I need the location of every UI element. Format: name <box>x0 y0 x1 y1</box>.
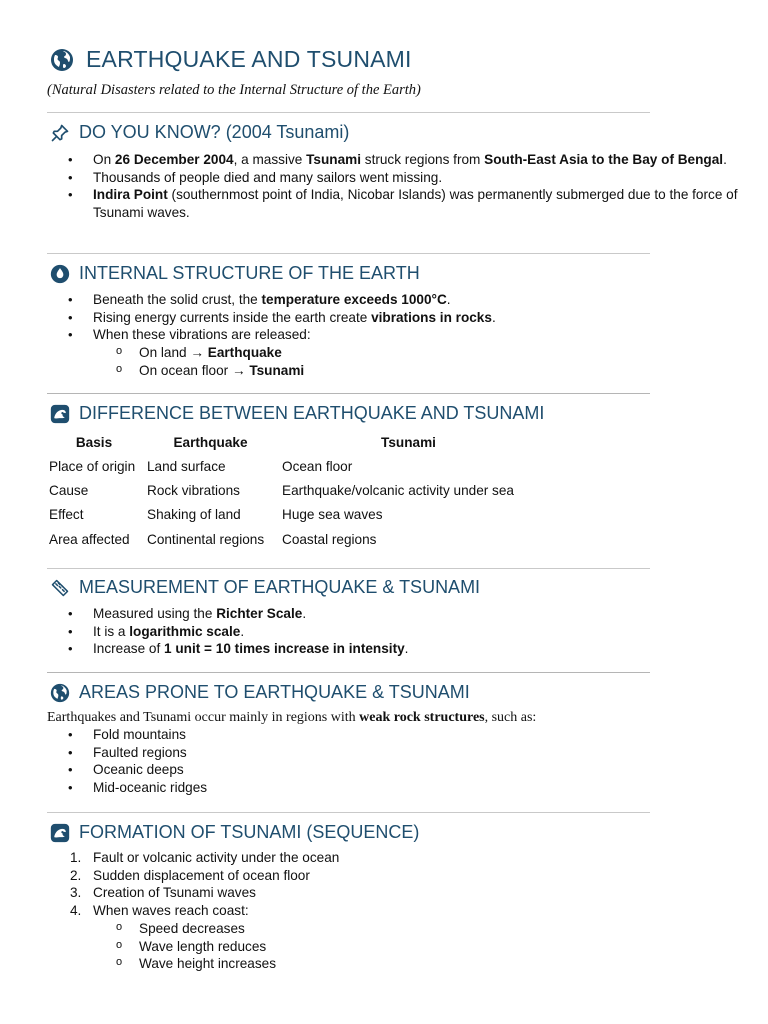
list-item: o Speed decreases <box>0 920 740 938</box>
document-subtitle: (Natural Disasters related to the Internal Structure of the Earth) <box>47 82 421 98</box>
divider <box>47 393 650 394</box>
table-cell: Continental regions <box>147 531 265 547</box>
document-title: EARTHQUAKE AND TSUNAMI <box>86 46 412 72</box>
list-item: o Wave height increases <box>0 955 740 973</box>
table-cell: Effect <box>49 507 84 523</box>
globe-icon <box>50 683 70 703</box>
list-item: o On ocean floor → Tsunami <box>0 362 740 380</box>
list-item: 1. Fault or volcanic activity under the ocean <box>70 850 340 865</box>
wave-icon <box>50 404 70 424</box>
list-item: • On 26 December 2004, a massive Tsunami struck regions from South-East Asia to the Bay of Bengal. <box>0 151 740 169</box>
table-cell: Coastal regions <box>282 531 377 547</box>
list-item: 3. Creation of Tsunami waves <box>70 885 256 901</box>
list-item: • It is a logarithmic scale. <box>0 623 740 641</box>
section-heading-formation <box>50 822 419 843</box>
list-item: 2. Sudden displacement of ocean floor <box>70 867 310 883</box>
pushpin-icon <box>50 123 70 143</box>
divider <box>47 112 650 113</box>
table-cell: Rock vibrations <box>147 483 240 499</box>
table-cell: Earthquake/volcanic activity under sea <box>282 483 514 499</box>
sub-bullet-list <box>0 920 740 973</box>
list-item: • Fold mountains <box>0 726 740 744</box>
table-header-row <box>45 430 539 454</box>
areas-intro: Earthquakes and Tsunami occur mainly in regions with weak rock structures, such as: <box>47 710 537 725</box>
section-title: DIFFERENCE BETWEEN EARTHQUAKE AND TSUNAMI <box>79 403 545 423</box>
wave-icon <box>50 823 70 843</box>
list-item: o Wave length reduces <box>0 938 740 956</box>
section-title: INTERNAL STRUCTURE OF THE EARTH <box>79 263 420 283</box>
list-item: • Indira Point (southernmost point of India, Nicobar Islands) was permanently submerged due to the force of Tsunami waves. <box>0 186 740 221</box>
divider <box>47 253 650 254</box>
list-item: • Oceanic deeps <box>0 761 740 779</box>
column-header: Earthquake <box>173 434 248 450</box>
bullet-list <box>0 151 740 221</box>
list-item: • Increase of 1 unit = 10 times increase in intensity. <box>0 640 740 658</box>
list-item: • Measured using the Richter Scale. <box>0 605 740 623</box>
sub-bullet-list <box>0 344 740 379</box>
column-header: Tsunami <box>381 434 436 450</box>
section-heading-internal-structure <box>50 263 420 284</box>
table-row <box>45 454 539 478</box>
list-item: • Thousands of people died and many sailors went missing. <box>0 169 740 187</box>
bullet-list <box>0 605 740 658</box>
list-item: • Rising energy currents inside the earth create vibrations in rocks. <box>0 309 740 327</box>
section-heading-difference <box>50 403 544 424</box>
table-cell: Huge sea waves <box>282 507 383 523</box>
divider <box>47 672 650 673</box>
numbered-list <box>0 849 740 919</box>
table-row <box>45 478 539 502</box>
table-row <box>45 503 539 527</box>
droplet-icon <box>50 264 70 284</box>
column-header: Basis <box>75 434 113 450</box>
table-cell: Area affected <box>49 531 130 547</box>
table-cell: Land surface <box>147 458 226 474</box>
list-item: • Mid-oceanic ridges <box>0 779 740 797</box>
globe-icon <box>50 48 74 72</box>
list-item: o On land → Earthquake <box>0 344 740 362</box>
list-item: • Faulted regions <box>0 744 740 762</box>
table-cell: Cause <box>49 483 89 499</box>
list-item: • Beneath the solid crust, the temperature exceeds 1000°C. <box>0 291 740 309</box>
section-heading-measurement <box>50 577 480 598</box>
table-cell: Ocean floor <box>282 458 353 474</box>
section-title: AREAS PRONE TO EARTHQUAKE & TSUNAMI <box>79 682 470 702</box>
divider <box>47 568 650 569</box>
title-row <box>50 46 412 73</box>
section-title: MEASUREMENT OF EARTHQUAKE & TSUNAMI <box>79 577 481 597</box>
section-heading-areas-prone <box>50 682 470 703</box>
table-row <box>45 527 539 551</box>
difference-table <box>45 430 539 552</box>
bullet-list <box>0 291 740 344</box>
ruler-icon <box>50 578 70 598</box>
list-item: • When these vibrations are released: <box>0 326 740 344</box>
section-title: FORMATION OF TSUNAMI (SEQUENCE) <box>79 822 420 842</box>
section-title: DO YOU KNOW? (2004 Tsunami) <box>79 122 350 142</box>
list-item: 4. When waves reach coast: <box>70 902 249 918</box>
table-cell: Shaking of land <box>147 507 241 523</box>
section-heading-do-you-know <box>50 122 349 143</box>
divider <box>47 812 650 813</box>
table-cell: Place of origin <box>49 458 136 474</box>
bullet-list <box>0 726 740 796</box>
